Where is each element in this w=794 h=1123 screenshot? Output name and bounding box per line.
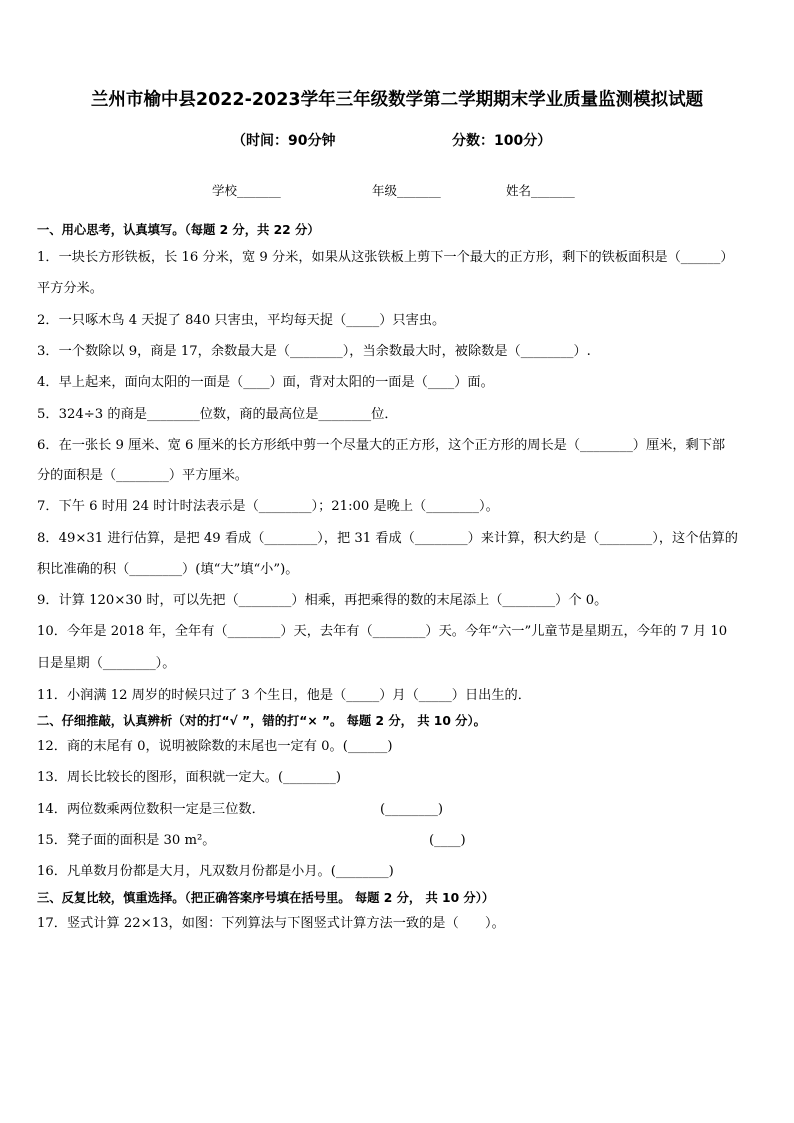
question-8-continued: 积比准确的积（________）(填“大”填“小”)。 — [37, 562, 299, 577]
exam-score: 分数：100分） — [452, 133, 552, 149]
question-6: 6．在一张长 9 厘米、宽 6 厘米的长方形纸中剪一个尽量大的正方形，这个正方形的周长是（________）厘米，剩下部 — [37, 438, 726, 453]
exam-time-score-row — [0, 130, 794, 150]
question-10-continued: 日是星期（________）。 — [37, 656, 176, 671]
question-1: 1．一块长方形铁板，长 16 分米，宽 9 分米，如果从这张铁板上剪下一个最大的正方形，剩下的铁板面积是（______） — [37, 250, 734, 265]
question-15-text: 15．凳子面的面积是 30 m²。 — [37, 833, 216, 848]
question-14 — [37, 800, 762, 820]
question-9: 9．计算 120×30 时，可以先把（________）相乘，再把乘得的数的末尾添上（________）个 0。 — [37, 593, 608, 608]
exam-title: 兰州市榆中县2022-2023学年三年级数学第二学期期末学业质量监测模拟试题 — [90, 90, 704, 110]
question-6-continued: 分的面积是（________）平方厘米。 — [37, 468, 248, 483]
exam-time: （时间：90分钟 — [232, 133, 336, 149]
question-14-blank: (________) — [380, 802, 444, 817]
question-13: 13．周长比较长的图形，面积就一定大。(________) — [37, 770, 342, 785]
question-17: 17．竖式计算 22×13，如图：下列算法与下图竖式计算方法一致的是（ ）。 — [37, 916, 505, 931]
question-8: 8．49×31 进行估算，是把 49 看成（________），把 31 看成（________）来计算，积大约是（________），这个估算的 — [37, 531, 738, 546]
question-15 — [37, 831, 762, 851]
section-3-heading: 三、反复比较，慎重选择。（把正确答案序号填在括号里。 每题 2 分， 共 10 分）） — [37, 891, 495, 905]
question-1-continued: 平方分米。 — [37, 281, 103, 296]
question-7: 7．下午 6 时用 24 时计时法表示是（________）；21:00 是晚上（________）。 — [37, 499, 499, 514]
question-10: 10．今年是 2018 年，全年有（________）天，去年有（________）天。今年“六一”儿童节是星期五，今年的 7 月 10 — [37, 624, 728, 639]
name-field: 姓名_______ — [506, 183, 575, 198]
question-3: 3．一个数除以 9，商是 17，余数最大是（________），当余数最大时，被除数是（________）. — [37, 344, 591, 359]
grade-field: 年级_______ — [372, 183, 441, 198]
question-4: 4．早上起来，面向太阳的一面是（____）面，背对太阳的一面是（____）面。 — [37, 375, 494, 390]
section-2-heading: 二、仔细推敲，认真辨析（对的打“√ ”，错的打“× ”。 每题 2 分， 共 10 分）。 — [37, 714, 486, 728]
question-14-text: 14．两位数乘两位数积一定是三位数． — [37, 802, 265, 817]
question-15-blank: (____) — [429, 833, 466, 848]
question-5: 5．324÷3 的商是________位数，商的最高位是________位． — [37, 407, 398, 422]
question-11: 11．小润满 12 周岁的时候只过了 3 个生日，他是（_____）月（_____）日出生的． — [37, 688, 531, 703]
question-2: 2．一只啄木鸟 4 天捉了 840 只害虫，平均每天捉（_____）只害虫。 — [37, 313, 446, 328]
question-16: 16．凡单数月份都是大月，凡双数月份都是小月。(________) — [37, 864, 394, 879]
school-field: 学校_______ — [212, 183, 281, 198]
section-1-heading: 一、用心思考，认真填写。（每题 2 分，共 22 分） — [37, 223, 320, 237]
question-12: 12．商的末尾有 0，说明被除数的末尾也一定有 0。(______) — [37, 739, 393, 754]
